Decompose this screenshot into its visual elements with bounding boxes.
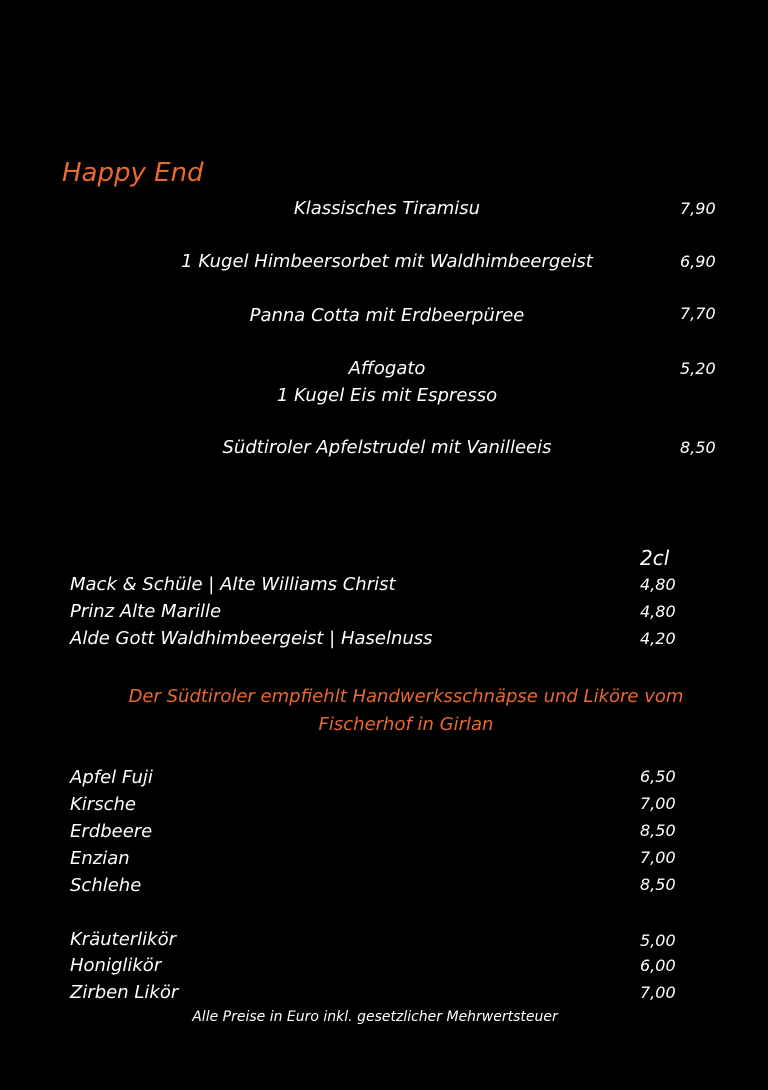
schnaps-price: 6,50	[640, 767, 676, 786]
liqueur-name: Kräuterlikör	[70, 929, 177, 950]
dessert-price: 7,70	[680, 304, 716, 323]
dessert-price: 5,20	[680, 359, 716, 378]
recommendation-line: Fischerhof in Girlan	[318, 714, 494, 735]
schnaps-name: Erdbeere	[70, 821, 153, 842]
section-title: Happy End	[62, 158, 204, 188]
liqueur-price: 7,00	[640, 983, 676, 1002]
spirit-price: 4,80	[640, 575, 676, 594]
dessert-price: 6,90	[680, 252, 716, 271]
dessert-price: 7,90	[680, 199, 716, 218]
spirit-name: Prinz Alte Marille	[70, 601, 222, 622]
liqueur-name: Zirben Likör	[70, 982, 179, 1003]
dessert-name: 1 Kugel Himbeersorbet mit Waldhimbeergeist	[181, 251, 593, 272]
spirit-name: Mack & Schüle | Alte Williams Christ	[70, 574, 396, 595]
liqueur-price: 5,00	[640, 931, 676, 950]
recommendation-line: Der Südtiroler empfiehlt Handwerksschnäpse und Liköre vom	[128, 686, 684, 707]
dessert-name: Panna Cotta mit Erdbeerpüree	[249, 305, 525, 326]
schnaps-price: 7,00	[640, 794, 676, 813]
schnaps-name: Enzian	[70, 848, 130, 869]
spirit-price: 4,80	[640, 602, 676, 621]
schnaps-name: Schlehe	[70, 875, 142, 896]
dessert-name: Klassisches Tiramisu	[293, 198, 481, 219]
price-note: Alle Preise in Euro inkl. gesetzlicher Mehrwertsteuer	[192, 1009, 558, 1025]
spirit-name: Alde Gott Waldhimbeergeist | Haselnuss	[70, 628, 433, 649]
dessert-name: Affogato	[348, 358, 426, 379]
spirit-price: 4,20	[640, 629, 676, 648]
liqueur-name: Honiglikör	[70, 955, 162, 976]
dessert-price: 8,50	[680, 438, 716, 457]
schnaps-name: Apfel Fuji	[70, 767, 153, 788]
schnaps-price: 8,50	[640, 875, 676, 894]
unit-header: 2cl	[640, 546, 670, 570]
dessert-name: Südtiroler Apfelstrudel mit Vanilleeis	[222, 437, 552, 458]
dessert-subtitle: 1 Kugel Eis mit Espresso	[276, 385, 498, 406]
recommendation-text	[22, 683, 768, 739]
schnaps-price: 8,50	[640, 821, 676, 840]
liqueur-price: 6,00	[640, 956, 676, 975]
schnaps-price: 7,00	[640, 848, 676, 867]
schnaps-name: Kirsche	[70, 794, 136, 815]
